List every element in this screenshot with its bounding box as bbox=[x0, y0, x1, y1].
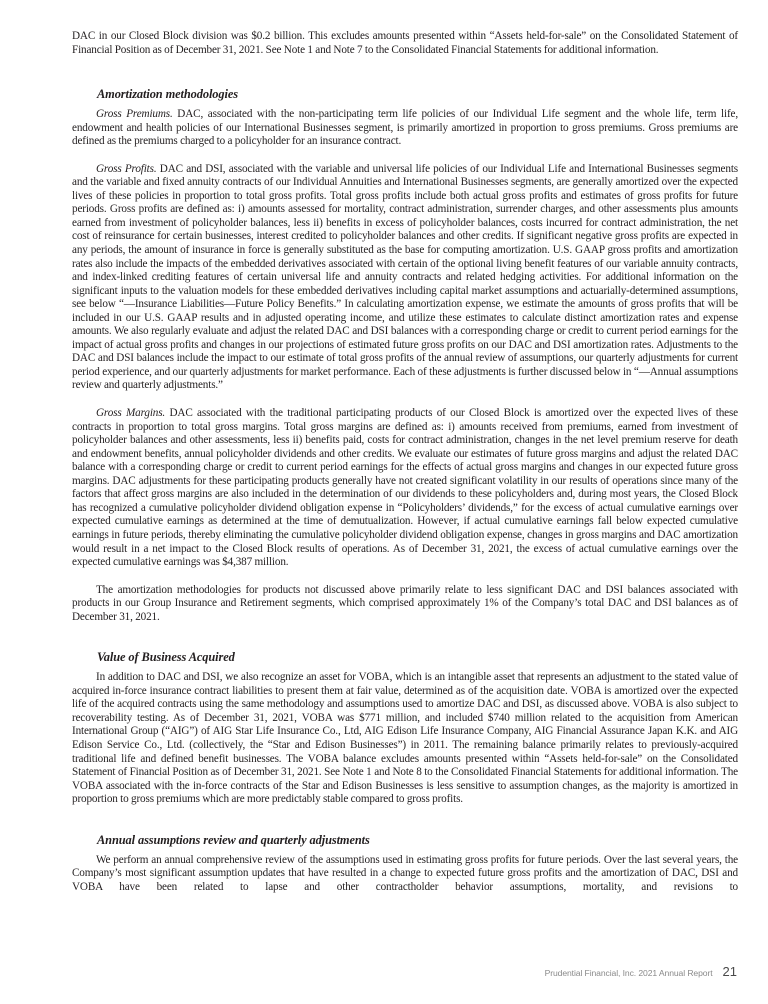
paragraph-gross-profits bbox=[72, 163, 738, 393]
paragraph-lead: Gross Profits. bbox=[96, 162, 157, 175]
paragraph-lead: Gross Premiums. bbox=[96, 108, 173, 121]
intro-paragraph: DAC in our Closed Block division was $0.2 billion. This excludes amounts presented within “Assets held-for-sale” on the Consolidated Statement of Financial Position as of December 31, 2021. See Note 1 and Note 7 to the Consolidated Financial Statements for additional information. bbox=[72, 30, 738, 56]
paragraph-body: In addition to DAC and DSI, we also recognize an asset for VOBA, which is an intangible asset that represents an adjustment to the stated value of acquired in-force insurance contract liabilities to present them at fair value, determined as of the acquisition date. VOBA is amortized over the expected life of the acquired contracts using the same methodology and assumptions used to amortize DAC and DSI, as discussed above. VOBA is also subject to recoverability testing. As of December 31, 2021, VOBA was $771 million, and included $740 million related to the acquisition from American International Group (“AIG”) of AIG Star Life Insurance Co., Ltd, AIG Edison Life Insurance Company, AIG Financial Assurance Japan K.K. and AIG Edison Service Co., Ltd. (collectively, the “Star and Edison Businesses”) in 2011. The remaining balance primarily relates to previously-acquired traditional life and defined benefit businesses. The VOBA balance excludes amounts presented within “Assets held-for-sale” on the Consolidated Statement of Financial Position as of December 31, 2021. See Note 1 and Note 8 to the Consolidated Financial Statements for additional information. The VOBA associated with the in-force contracts of the Star and Edison Businesses is less sensitive to assumption changes, as the majority is amortized in proportion to gross premiums which are more predictably stable compared to gross profits. bbox=[72, 671, 738, 806]
paragraph-body: The amortization methodologies for products not discussed above primarily relate to less significant DAC and DSI balances associated with products in our Group Insurance and Retirement segments, which comprised approximately 1% of the Company’s total DAC and DSI balances as of December 31, 2021. bbox=[72, 583, 738, 623]
paragraph-voba bbox=[72, 671, 738, 806]
paragraph-annual-review bbox=[72, 854, 738, 895]
section-heading-amortization-methodologies: Amortization methodologies bbox=[97, 87, 238, 102]
page-number: 21 bbox=[722, 964, 737, 979]
paragraph-lead: Gross Margins. bbox=[96, 407, 166, 420]
paragraph-body: We perform an annual comprehensive review of the assumptions used in estimating gross profits for future periods. Over the last several years, the Company’s most significant assumption updates that have resulted in a change to expected future gross profits and the amortization of DAC, DSI and VOBA have been related to lapse and other contractholder behavior assumptions, mortality, and revisions to bbox=[72, 853, 738, 893]
paragraph-other-methodologies bbox=[72, 584, 738, 625]
paragraph-gross-premiums bbox=[72, 108, 738, 149]
paragraph-gross-margins bbox=[72, 407, 738, 570]
section-heading-annual-assumptions-review: Annual assumptions review and quarterly adjustments bbox=[97, 832, 370, 847]
section-heading-value-of-business-acquired: Value of Business Acquired bbox=[97, 650, 235, 665]
document-page bbox=[72, 30, 738, 894]
page-footer bbox=[545, 964, 737, 979]
paragraph-body: DAC and DSI, associated with the variable and universal life policies of our Individual Life and International Businesses segments and the variable and fixed annuity contracts of our Individual Annuities and International Businesses segments, are generally amortized over the expected lives of these policies in proportion to total gross profits. Total gross profits include both actual gross profits and estimates of gross profits for future periods. Gross profits are defined as: i) amounts assessed for mortality, contract administration, surrender charges, and other assessments plus amounts earned from investment of policyholder balances, less ii) benefits in excess of policyholder balances, costs incurred for contract administration, the net cost of reinsurance for certain businesses, interest credited to policyholder balances and other credits. If significant negative gross profits are expected in any periods, the amount of insurance in force is generally substituted as the base for computing amortization. U.S. GAAP gross profits and amortization rates also include the impacts of the embedded derivatives associated with certain of the optional living benefit features of our variable annuity contracts, and index-linked crediting features of certain universal life and annuity contracts and related hedging activities. For additional information on the significant inputs to the valuation models for these embedded derivatives including capital market assumptions and actuarially-determined assumptions, see below “—Insurance Liabilities—Future Policy Benefits.” In calculating amortization expense, we estimate the amounts of gross profits that will be included in our U.S. GAAP results and in adjusted operating income, and utilize these estimates to calculate distinct amortization rates and expense amounts. We also regularly evaluate and adjust the related DAC and DSI balances with a corresponding charge or credit to current period earnings for the impact of actual gross profits and changes in our projections of estimated future gross profits on our DAC and DSI amortization rates. Adjustments to the DAC and DSI balances include the impact to our estimate of total gross profits of the annual review of assumptions, our quarterly adjustments for current period experience, and our quarterly adjustments for market performance. Each of these adjustments is further discussed below in “—Annual assumptions review and quarterly adjustments.” bbox=[72, 162, 738, 392]
paragraph-body: DAC, associated with the non-participating term life policies of our Individual Life segment and the whole life, term life, endowment and health policies of our International Businesses segment, is primarily amortized in proportion to gross premiums. Gross premiums are defined as the premiums charged to a policyholder for an insurance contract. bbox=[72, 108, 738, 148]
paragraph-body: DAC associated with the traditional participating products of our Closed Block is amortized over the expected lives of these contracts in proportion to total gross margins. Total gross margins are defined as: i) amounts received from premiums, earned from investment of policyholder balances and other assessments, less ii) benefits paid, costs for contract administration, changes in the net level premium reserve for death and endowment benefits, annual policyholder dividends and other credits. We evaluate our estimates of future gross margins and adjust the related DAC balance with a corresponding charge or credit to current period earnings for the effects of actual gross margins and changes in our expected future gross margins. DAC adjustments for these participating products generally have not created significant volatility in our results of operations since many of the factors that affect gross margins are also included in the determination of our dividends to these policyholders and, during most years, the Closed Block has recognized a cumulative policyholder dividend obligation expense in “Policyholders’ dividends,” for the excess of actual cumulative earnings over expected cumulative earnings as determined at the time of demutualization. However, if actual cumulative earnings fall below expected cumulative earnings in future periods, thereby eliminating the cumulative policyholder dividend obligation expense, changes in gross margins and DAC amortization would result in a net impact to the Closed Block results of operations. As of December 31, 2021, the excess of actual cumulative earnings over the expected cumulative earnings was $4,387 million. bbox=[72, 407, 738, 569]
footer-report-title: Prudential Financial, Inc. 2021 Annual Report bbox=[544, 968, 713, 978]
